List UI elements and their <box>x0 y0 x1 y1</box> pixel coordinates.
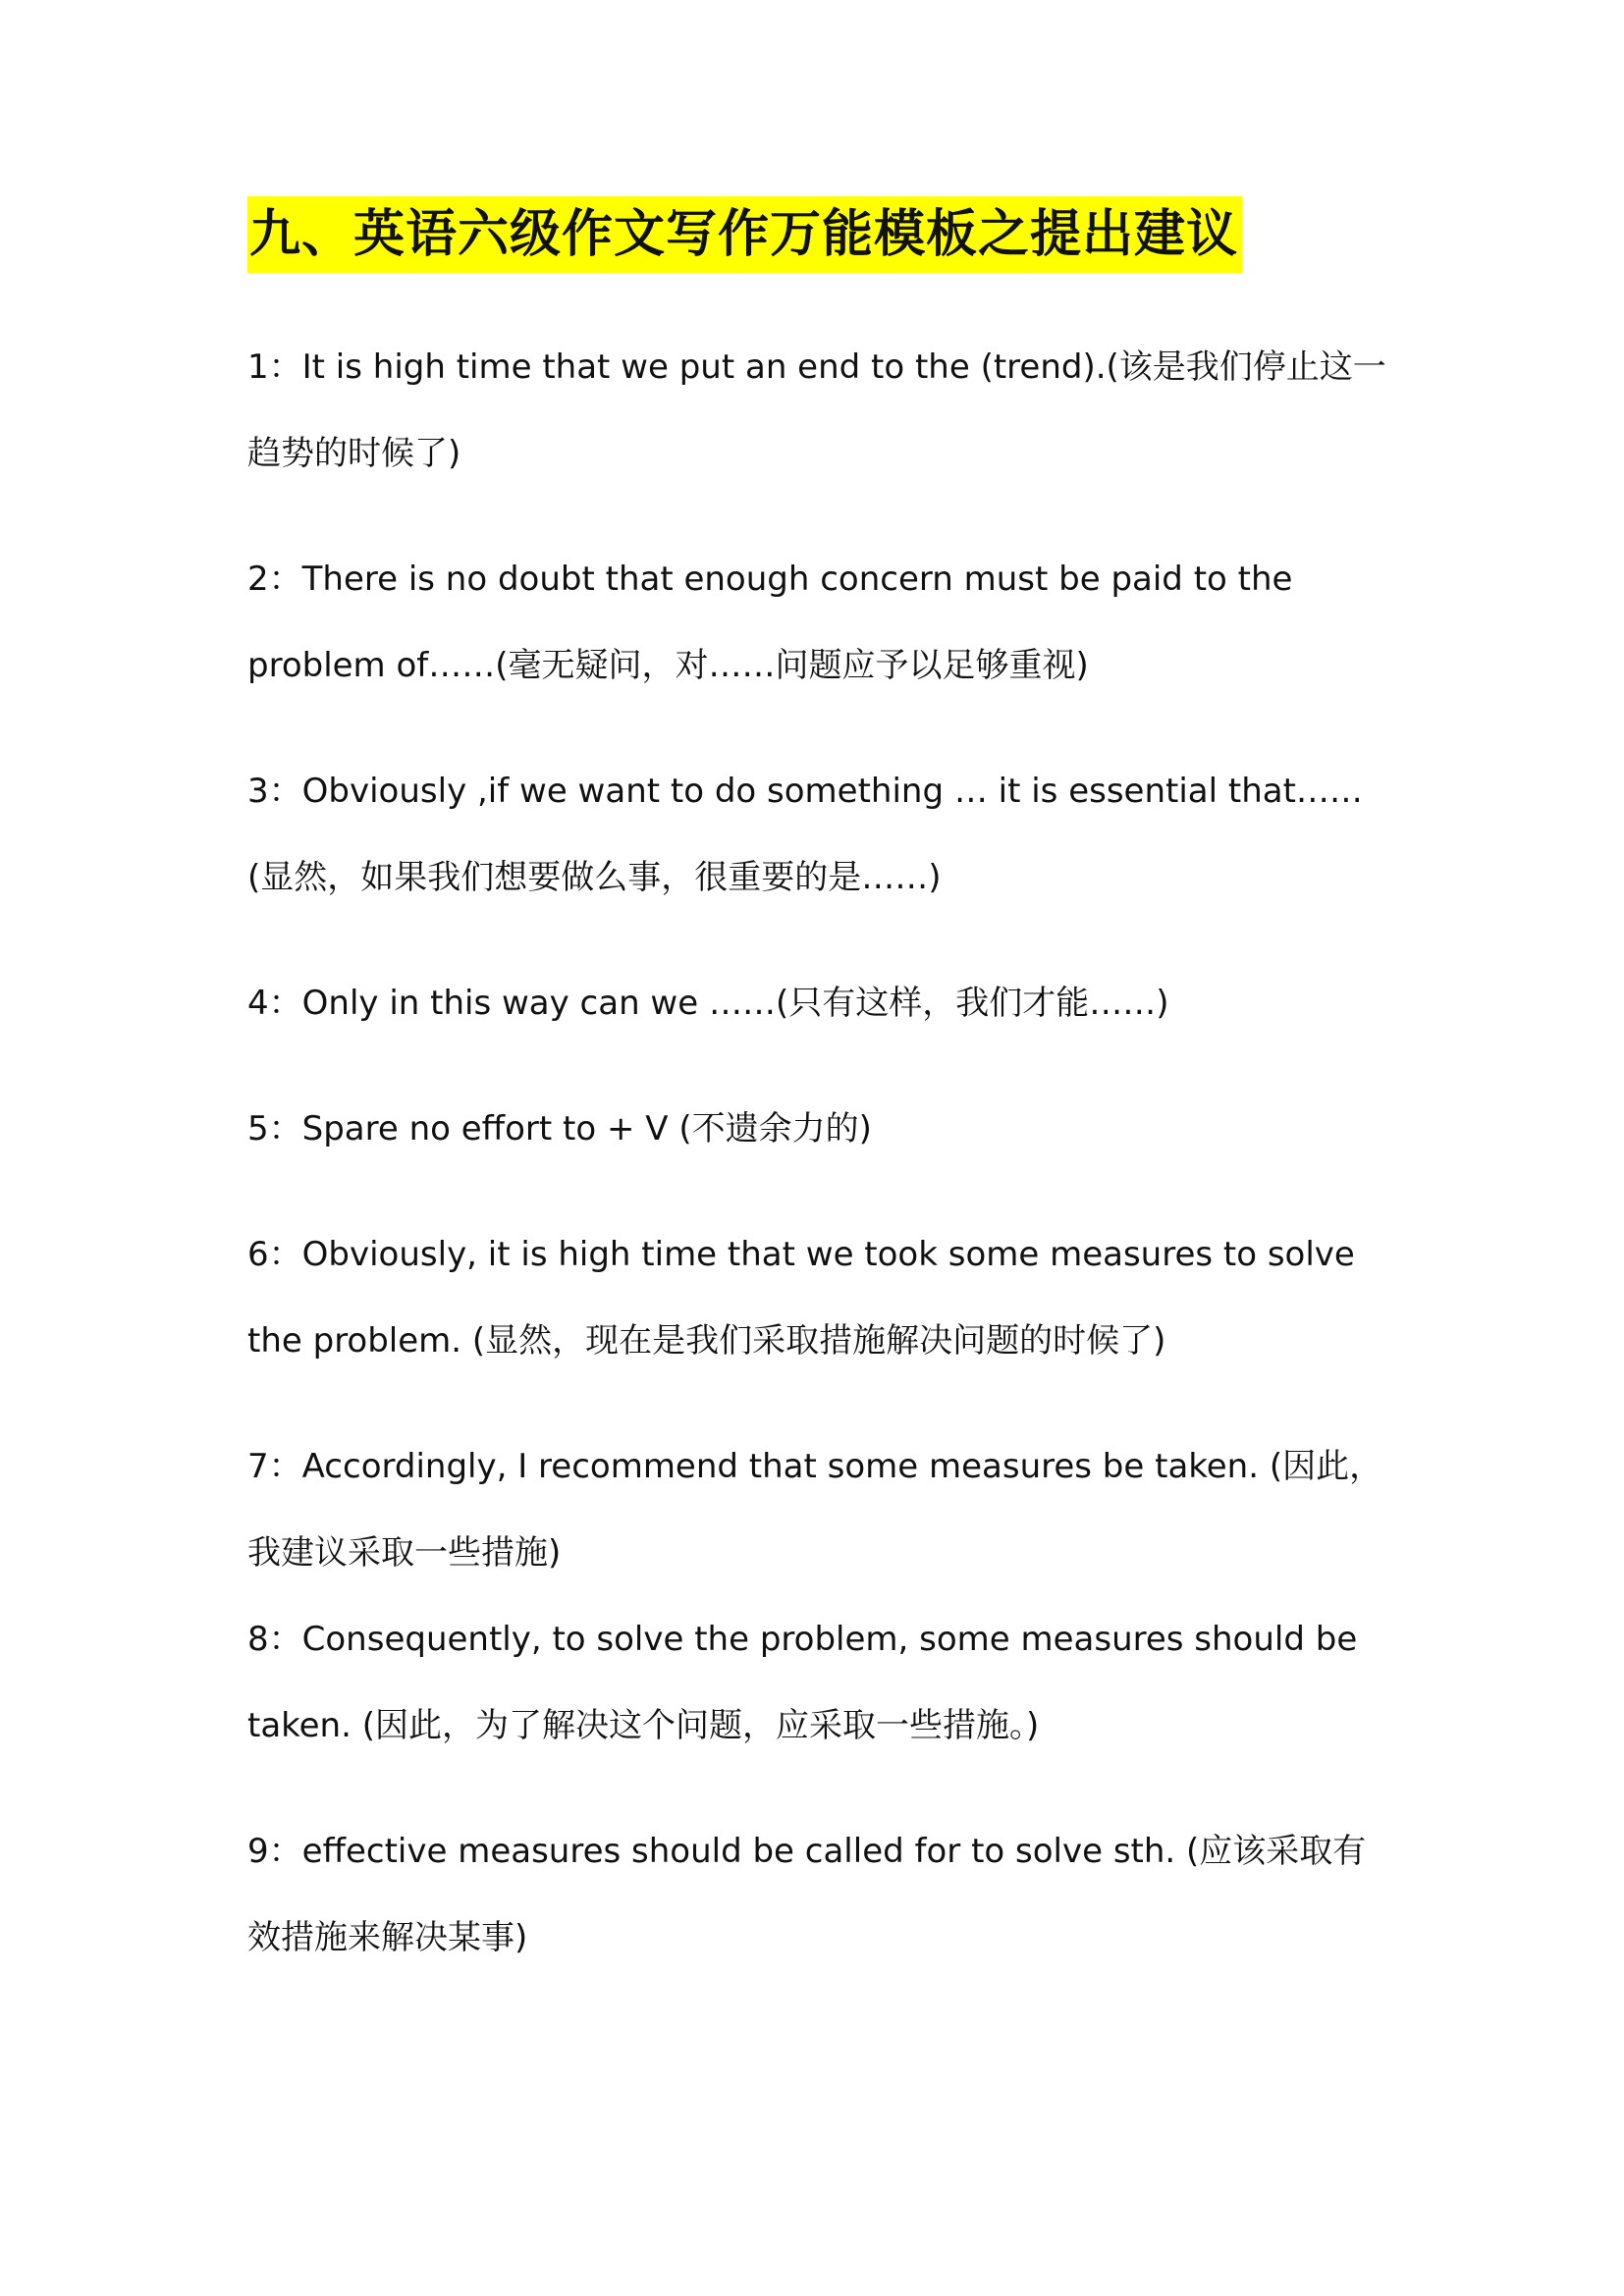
item-number: 6 <box>247 1235 269 1274</box>
list-item <box>247 1211 1396 1384</box>
item-text: Only in this way can we ……(只有这样，我们才能……) <box>301 984 1169 1023</box>
item-list <box>247 324 1396 2020</box>
list-item <box>247 1086 1396 1172</box>
item-separator: ： <box>268 1109 302 1148</box>
item-separator: ： <box>268 772 302 811</box>
item-separator: ： <box>268 1235 302 1274</box>
list-item <box>247 960 1396 1046</box>
item-number: 1 <box>247 347 269 387</box>
item-separator: ： <box>268 1447 302 1486</box>
item-number: 8 <box>247 1620 269 1659</box>
item-text: Accordingly, I recommend that some measures be taken. (因此，我建议采取一些措施) <box>247 1447 1383 1573</box>
item-separator: ： <box>268 560 302 599</box>
item-text: Consequently, to solve the problem, some measures should be taken. (因此，为了解决这个问题，应采取一些措施。) <box>247 1620 1358 1745</box>
list-item <box>247 1423 1396 1596</box>
list-item <box>247 324 1396 497</box>
document-title: 九、英语六级作文写作万能模板之提出建议 <box>247 196 1242 273</box>
list-item <box>247 536 1396 709</box>
item-text: Spare no effort to + V (不遗余力的) <box>301 1109 872 1148</box>
item-separator: ： <box>268 984 302 1023</box>
item-text: Obviously ,if we want to do something … it is essential that……(显然，如果我们想要做么事，很重要的是……) <box>247 772 1363 897</box>
item-number: 5 <box>247 1109 269 1148</box>
item-text: Obviously, it is high time that we took some measures to solve the problem. (显然，现在是我们采取措施解决问题的时候了) <box>247 1235 1355 1361</box>
list-item <box>247 1808 1396 1981</box>
item-number: 2 <box>247 560 269 599</box>
item-number: 3 <box>247 772 269 811</box>
item-number: 9 <box>247 1832 269 1871</box>
item-number: 7 <box>247 1447 269 1486</box>
item-text: There is no doubt that enough concern must be paid to the problem of……(毫无疑问，对……问题应予以足够重视) <box>247 560 1293 685</box>
item-separator: ： <box>268 1832 302 1871</box>
list-item <box>247 748 1396 921</box>
item-text: It is high time that we put an end to the (trend).(该是我们停止这一趋势的时候了) <box>247 347 1386 473</box>
item-text: effective measures should be called for to solve sth. (应该采取有效措施来解决某事) <box>247 1832 1367 1957</box>
item-number: 4 <box>247 984 269 1023</box>
item-separator: ： <box>268 347 302 387</box>
list-item <box>247 1596 1396 1769</box>
item-separator: ： <box>268 1620 302 1659</box>
